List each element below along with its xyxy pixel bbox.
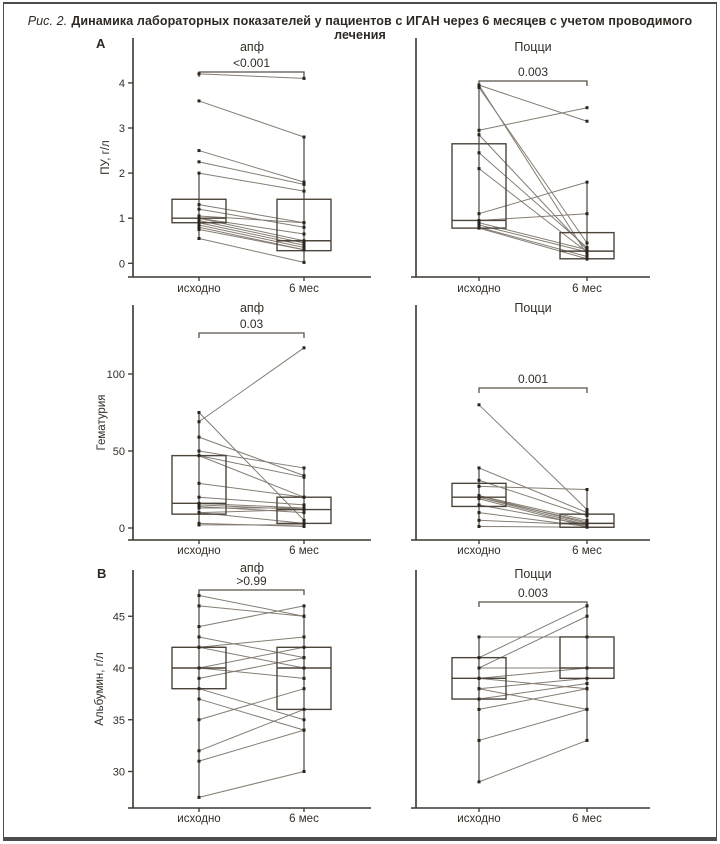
- data-point: [303, 226, 306, 229]
- data-point: [303, 656, 306, 659]
- data-point: [198, 172, 201, 175]
- panel-hematuria-pozzi: [411, 301, 650, 557]
- panel-label-a: А: [96, 36, 106, 51]
- data-point: [478, 780, 481, 783]
- data-point: [303, 523, 306, 526]
- data-point: [198, 594, 201, 597]
- patient-pair-line: [199, 483, 304, 497]
- patient-pair-line: [479, 169, 587, 252]
- data-point: [303, 77, 306, 80]
- data-point: [198, 646, 201, 649]
- x-category-label: исходно: [177, 283, 221, 295]
- patient-pair-line: [199, 456, 304, 478]
- data-point: [198, 208, 201, 211]
- significance-bracket: [479, 388, 587, 393]
- data-point: [198, 203, 201, 206]
- figure-caption: Динамика лабораторных показателей у пациентов с ИГАН через 6 месяцев с учетом проводимого лечения: [71, 14, 693, 42]
- patient-pair-line: [479, 616, 587, 668]
- data-point: [198, 454, 201, 457]
- patient-pair-line: [199, 205, 304, 223]
- panel-albumin-acei: [94, 561, 371, 825]
- data-point: [303, 466, 306, 469]
- x-category-label: 6 мес: [572, 283, 602, 295]
- patient-pair-line: [199, 637, 304, 647]
- data-point: [198, 718, 201, 721]
- patient-pair-line: [479, 227, 587, 256]
- data-point: [303, 718, 306, 721]
- data-point: [586, 739, 589, 742]
- data-point: [478, 667, 481, 670]
- data-point: [198, 160, 201, 163]
- data-point: [198, 511, 201, 514]
- data-point: [586, 604, 589, 607]
- data-point: [198, 420, 201, 423]
- data-point: [586, 708, 589, 711]
- data-point: [303, 708, 306, 711]
- data-point: [303, 615, 306, 618]
- panel-proteinuria-pozzi: [411, 38, 650, 295]
- x-category-label: 6 мес: [289, 283, 319, 295]
- patient-pair-line: [479, 606, 587, 658]
- data-point: [303, 190, 306, 193]
- data-point: [198, 482, 201, 485]
- data-point: [586, 635, 589, 638]
- data-point: [303, 604, 306, 607]
- y-tick-label: 100: [106, 369, 125, 381]
- p-value: <0.001: [232, 56, 271, 70]
- significance-bracket: [479, 81, 587, 86]
- data-point: [478, 227, 481, 230]
- y-tick-label: 3: [118, 123, 125, 135]
- data-point: [478, 677, 481, 680]
- patient-pair-line: [479, 182, 587, 214]
- patient-pair-line: [199, 74, 304, 79]
- patient-pair-line: [199, 772, 304, 798]
- data-point: [586, 508, 589, 511]
- patient-pair-line: [199, 162, 304, 185]
- patient-pair-line: [199, 730, 304, 761]
- data-point: [303, 646, 306, 649]
- y-axis-label: Альбумин, г/л: [94, 652, 106, 726]
- data-point: [478, 497, 481, 500]
- patient-pair-line: [479, 480, 587, 515]
- data-point: [478, 133, 481, 136]
- x-category-label: 6 мес: [572, 813, 602, 825]
- data-point: [478, 151, 481, 154]
- panel-albumin-pozzi: [411, 567, 650, 825]
- panel-proteinuria-acei: [100, 38, 371, 295]
- data-point: [586, 181, 589, 184]
- data-point: [478, 519, 481, 522]
- patient-pair-line: [199, 101, 304, 137]
- data-point: [303, 508, 306, 511]
- x-category-label: 6 мес: [289, 813, 319, 825]
- data-point: [303, 519, 306, 522]
- y-tick-label: 40: [112, 663, 125, 675]
- y-tick-label: 30: [112, 766, 125, 779]
- panel-title: Поцци: [514, 567, 552, 581]
- data-point: [586, 667, 589, 670]
- data-point: [198, 496, 201, 499]
- y-tick-label: 50: [112, 446, 125, 458]
- data-point: [198, 667, 201, 670]
- data-point: [198, 149, 201, 152]
- data-point: [478, 656, 481, 659]
- data-point: [586, 526, 589, 529]
- patient-pair-line: [479, 486, 587, 489]
- data-point: [198, 450, 201, 453]
- y-tick-label: 1: [118, 213, 125, 226]
- x-category-label: исходно: [177, 545, 221, 557]
- data-point: [586, 682, 589, 685]
- panel-title: апф: [239, 301, 265, 315]
- patient-pair-line: [479, 223, 587, 250]
- data-point: [478, 167, 481, 170]
- significance-bracket: [479, 602, 587, 607]
- data-point: [303, 183, 306, 186]
- data-point: [198, 436, 201, 439]
- data-point: [303, 248, 306, 251]
- patient-pair-line: [199, 348, 304, 422]
- data-point: [586, 520, 589, 523]
- patient-pair-line: [199, 456, 304, 498]
- y-axis-label: ПУ, г/л: [100, 140, 112, 175]
- data-point: [303, 677, 306, 680]
- data-point: [586, 106, 589, 109]
- data-point: [198, 523, 201, 526]
- x-category-label: 6 мес: [572, 545, 602, 557]
- panel-title: апф: [239, 561, 265, 575]
- data-point: [478, 403, 481, 406]
- data-point: [586, 257, 589, 260]
- y-tick-label: 45: [112, 611, 125, 624]
- data-point: [478, 129, 481, 132]
- data-point: [303, 221, 306, 224]
- data-point: [478, 525, 481, 528]
- data-point: [198, 411, 201, 414]
- data-point: [198, 506, 201, 509]
- data-point: [586, 511, 589, 514]
- data-point: [586, 615, 589, 618]
- data-point: [303, 136, 306, 139]
- data-point: [478, 466, 481, 469]
- data-point: [303, 476, 306, 479]
- data-point: [478, 739, 481, 742]
- data-point: [478, 503, 481, 506]
- data-point: [586, 514, 589, 517]
- x-category-label: 6 мес: [289, 545, 319, 557]
- p-value: 0.003: [517, 65, 549, 79]
- data-point: [198, 635, 201, 638]
- patient-pair-line: [199, 437, 304, 476]
- data-point: [198, 698, 201, 701]
- x-category-label: исходно: [457, 283, 501, 295]
- data-point: [303, 729, 306, 732]
- patient-pair-line: [199, 668, 304, 678]
- patient-pair-line: [199, 451, 304, 468]
- data-point: [303, 770, 306, 773]
- patient-pair-line: [479, 740, 587, 781]
- data-point: [303, 232, 306, 235]
- y-tick-label: 2: [118, 168, 125, 181]
- x-category-label: исходно: [457, 813, 501, 825]
- data-point: [478, 485, 481, 488]
- data-point: [198, 237, 201, 240]
- patient-pair-line: [479, 709, 587, 740]
- data-point: [478, 479, 481, 482]
- data-point: [478, 687, 481, 690]
- p-value: >0.99: [236, 574, 267, 588]
- data-point: [303, 511, 306, 514]
- data-point: [303, 503, 306, 506]
- data-point: [198, 796, 201, 799]
- patient-pair-line: [199, 606, 304, 616]
- patient-pair-line: [479, 85, 587, 121]
- panel-title: Поцци: [514, 301, 552, 315]
- data-point: [198, 72, 201, 75]
- data-point: [586, 687, 589, 690]
- patient-pair-line: [199, 151, 304, 183]
- panel-label-b: В: [97, 566, 107, 581]
- data-point: [586, 677, 589, 680]
- data-point: [586, 212, 589, 215]
- patient-pair-line: [199, 606, 304, 627]
- patient-pair-line: [479, 405, 587, 510]
- y-tick-label: 35: [112, 714, 125, 727]
- data-point: [198, 99, 201, 102]
- y-tick-label: 4: [118, 77, 125, 90]
- patient-pair-line: [479, 668, 587, 678]
- data-point: [478, 635, 481, 638]
- data-point: [586, 488, 589, 491]
- data-point: [478, 708, 481, 711]
- panel-title: Поцци: [514, 40, 552, 54]
- data-point: [303, 261, 306, 264]
- figure-number: Рис. 2.: [27, 14, 68, 28]
- data-point: [586, 120, 589, 123]
- data-point: [303, 496, 306, 499]
- data-point: [478, 86, 481, 89]
- data-point: [198, 228, 201, 231]
- panel-title: апф: [239, 40, 265, 54]
- data-point: [586, 242, 589, 245]
- p-value: 0.03: [239, 317, 264, 331]
- data-point: [303, 667, 306, 670]
- x-category-label: исходно: [177, 813, 221, 825]
- data-point: [478, 212, 481, 215]
- data-point: [198, 760, 201, 763]
- p-value: 0.003: [517, 586, 549, 600]
- data-point: [198, 677, 201, 680]
- data-point: [198, 749, 201, 752]
- data-point: [478, 698, 481, 701]
- patient-pair-line: [199, 596, 304, 617]
- data-point: [198, 625, 201, 628]
- y-tick-label: 0: [118, 258, 125, 271]
- patient-pair-line: [479, 684, 587, 700]
- data-point: [478, 511, 481, 514]
- significance-bracket: [199, 333, 304, 338]
- data-point: [303, 635, 306, 638]
- y-tick-label: 0: [118, 523, 125, 535]
- data-point: [303, 687, 306, 690]
- p-value: 0.001: [517, 372, 549, 386]
- data-point: [198, 604, 201, 607]
- data-point: [586, 251, 589, 254]
- data-point: [303, 346, 306, 349]
- significance-bracket: [199, 590, 304, 595]
- panel-hematuria-acei: [96, 301, 371, 557]
- y-axis-label: Гематурия: [96, 394, 108, 451]
- data-point: [198, 687, 201, 690]
- x-category-label: исходно: [457, 545, 501, 557]
- patient-pair-line: [199, 173, 304, 191]
- patient-pair-line: [199, 225, 304, 248]
